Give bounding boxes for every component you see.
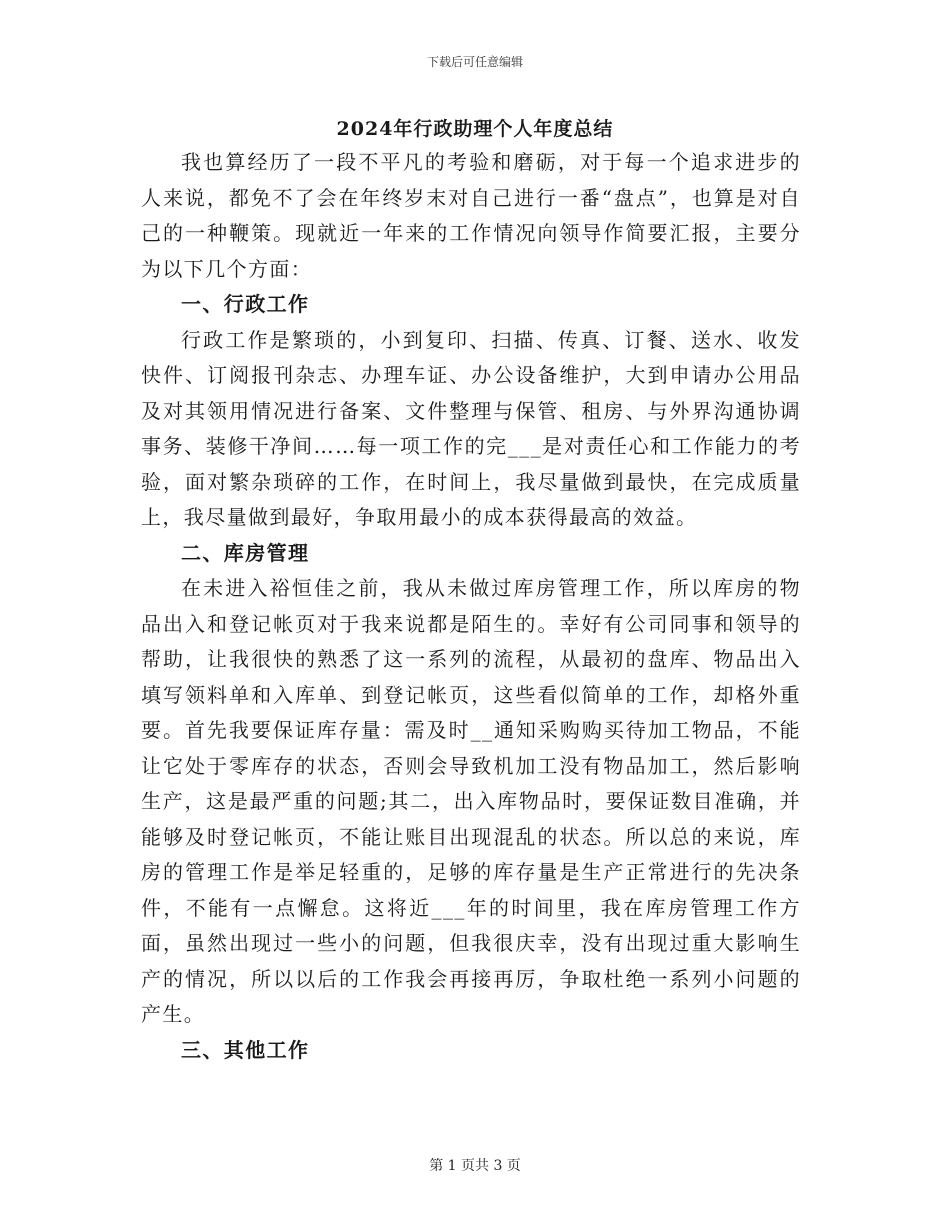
- section-paragraph-admin: 行政工作是繁琐的，小到复印、扫描、传真、订餐、送水、收发快件、订阅报刊杂志、办理车证、办公设备维护，大到申请办公用品及对其领用情况进行备案、文件整理与保管、租房、与外界沟通协调事务、装修干净间……每一项工作的完___是对责任心和工作能力的考验，面对繁杂琐碎的工作，在时间上，我尽量做到最快，在完成质量上，我尽量做到最好，争取用最小的成本获得最高的效益。: [141, 327, 801, 529]
- section-paragraph-warehouse: 在未进入裕恒佳之前，我从未做过库房管理工作，所以库房的物品出入和登记帐页对于我来说都是陌生的。幸好有公司同事和领导的帮助，让我很快的熟悉了这一系列的流程，从最初的盘库、物品出入填写领料单和入库单、到登记帐页，这些看似简单的工作，却格外重要。首先我要保证库存量：需及时__通知采购购买待加工物品，不能让它处于零库存的状态，否则会导致机加工没有物品加工，然后影响生产，这是最严重的问题;其二，出入库物品时，要保证数目准确，并能够及时登记帐页，不能让账目出现混乱的状态。所以总的来说，库房的管理工作是举足轻重的，足够的库存量是生产正常进行的先决条件，不能有一点懈怠。这将近___年的时间里，我在库房管理工作方面，虽然出现过一些小的问题，但我很庆幸，没有出现过重大影响生产的情况，所以以后的工作我会再接再厉，争取杜绝一系列小问题的产生。: [141, 576, 801, 1026]
- page-indicator: 第 1 页共 3 页: [429, 1158, 521, 1174]
- document-title: 2024年行政助理个人年度总结: [336, 118, 614, 140]
- intro-paragraph: 我也算经历了一段不平凡的考验和磨砺，对于每一个追求进步的人来说，都免不了会在年终岁末对自己进行一番“盘点”，也算是对自己的一种鞭策。现就近一年来的工作情况向领导作简要汇报，主要分为以下几个方面：: [141, 150, 801, 281]
- header-note: 下载后可任意编辑: [426, 55, 523, 69]
- section-heading-warehouse: 二、库房管理: [181, 540, 310, 565]
- section-heading-admin: 一、行政工作: [181, 292, 310, 316]
- document-body: [141, 145, 801, 1068]
- section-heading-other: 三、其他工作: [181, 1037, 310, 1062]
